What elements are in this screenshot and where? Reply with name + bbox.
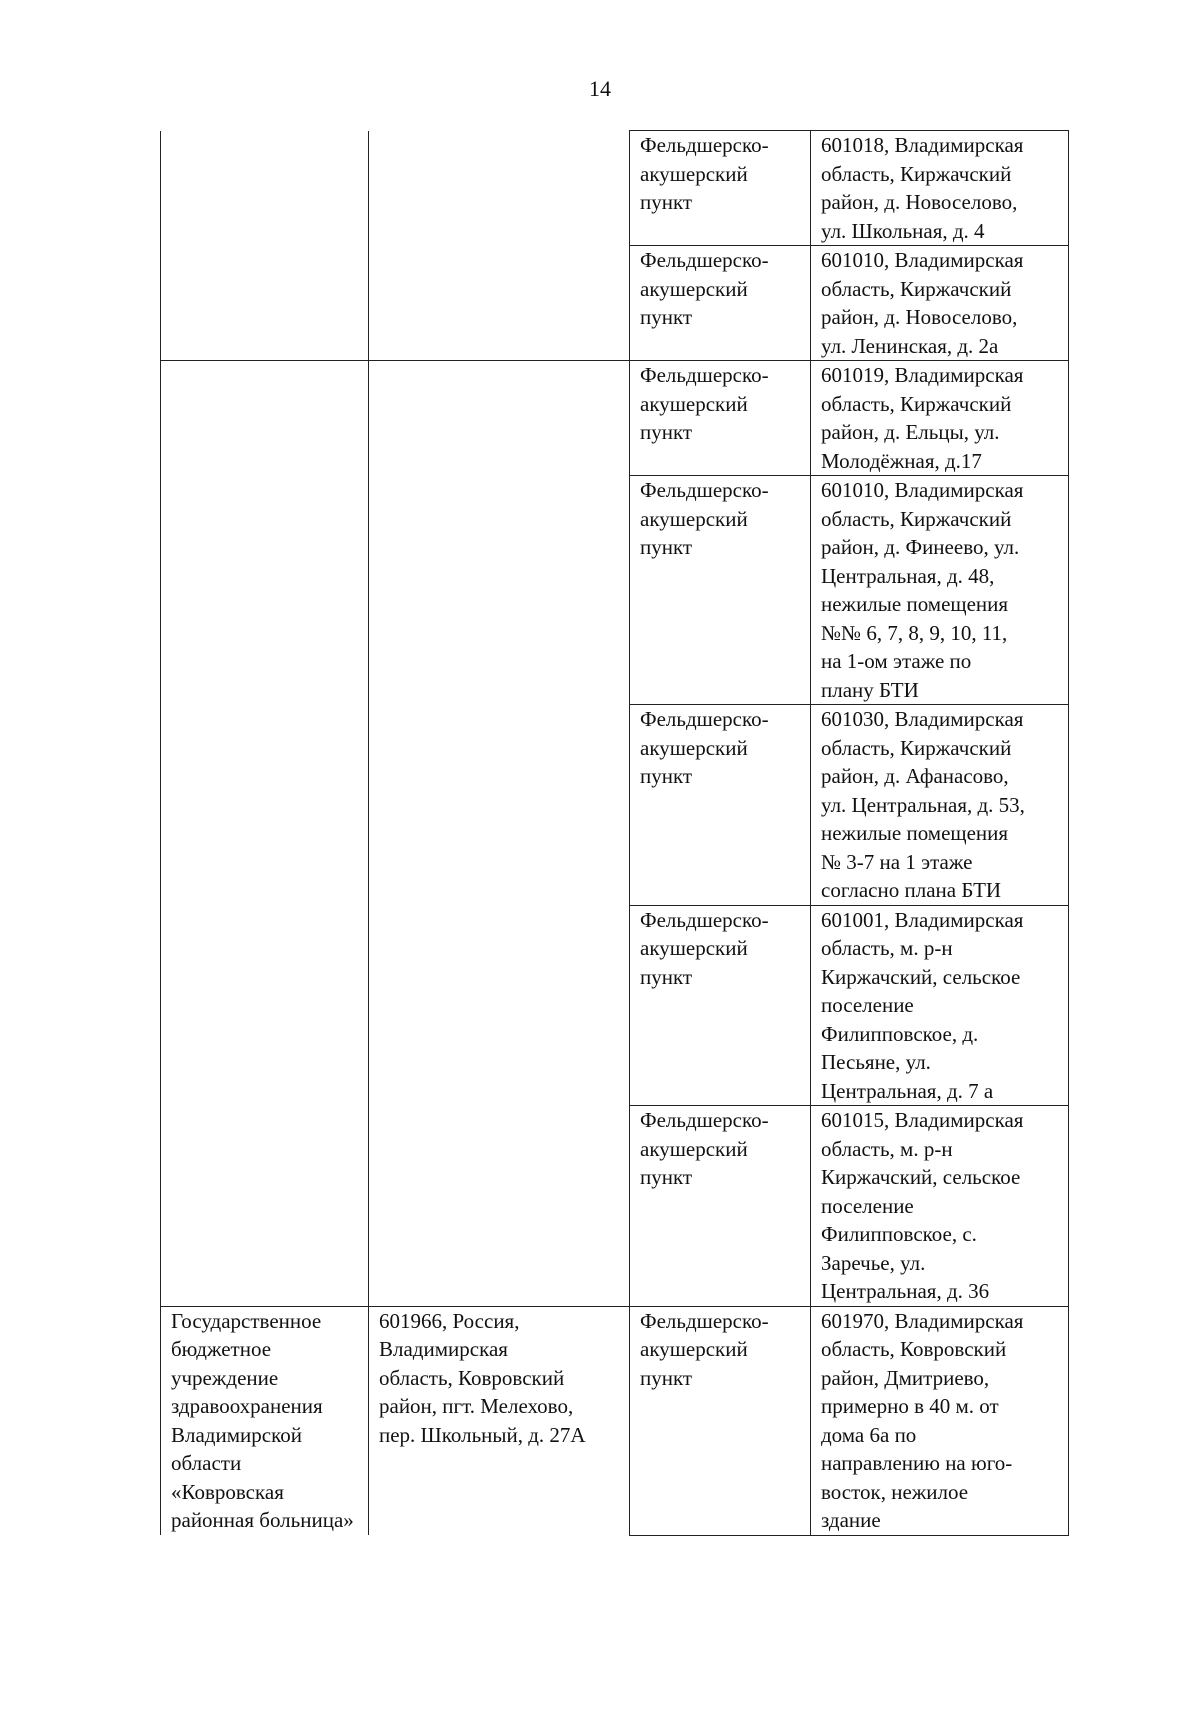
unit-type-cell: Фельдшерско- акушерский пункт <box>630 1106 811 1307</box>
org-name-cell: Государственное бюджетное учреждение здравоохранения Владимирской области «Ковровская районная больница» <box>161 1306 369 1535</box>
unit-type-cell: Фельдшерско- акушерский пункт <box>630 361 811 476</box>
unit-address-cell: 601001, Владимирская область, м. р-н Киржачский, сельское поселение Филипповское, д. Песьяне, ул. Центральная, д. 7 а <box>811 905 1069 1106</box>
org-address-cell <box>369 131 630 361</box>
org-address-cell: 601966, Россия, Владимирская область, Ковровский район, пгт. Мелехово, пер. Школьный, д. 27А <box>369 1306 630 1535</box>
org-name-cell <box>161 361 369 1307</box>
unit-address-cell: 601015, Владимирская область, м. р-н Киржачский, сельское поселение Филипповское, с. Заречье, ул. Центральная, д. 36 <box>811 1106 1069 1307</box>
unit-address-cell: 601010, Владимирская область, Киржачский район, д. Финеево, ул. Центральная, д. 48, нежилые помещения №№ 6, 7, 8, 9, 10, 11, на 1-ом этаже по плану БТИ <box>811 476 1069 705</box>
page-number: 14 <box>589 76 611 101</box>
table-row <box>161 131 1069 246</box>
unit-address-cell: 601010, Владимирская область, Киржачский район, д. Новоселово, ул. Ленинская, д. 2а <box>811 246 1069 361</box>
unit-type-cell: Фельдшерско- акушерский пункт <box>630 476 811 705</box>
unit-type-cell: Фельдшерско- акушерский пункт <box>630 246 811 361</box>
unit-type-cell: Фельдшерско- акушерский пункт <box>630 1306 811 1535</box>
unit-address-cell: 601019, Владимирская область, Киржачский район, д. Ельцы, ул. Молодёжная, д.17 <box>811 361 1069 476</box>
unit-type-cell: Фельдшерско- акушерский пункт <box>630 131 811 246</box>
facility-table <box>160 130 1069 1536</box>
unit-type-cell: Фельдшерско- акушерский пункт <box>630 905 811 1106</box>
table-row <box>161 361 1069 476</box>
unit-address-cell: 601018, Владимирская область, Киржачский район, д. Новоселово, ул. Школьная, д. 4 <box>811 131 1069 246</box>
unit-address-cell: 601030, Владимирская область, Киржачский район, д. Афанасово, ул. Центральная, д. 53, нежилые помещения № 3-7 на 1 этаже согласно плана БТИ <box>811 705 1069 906</box>
table-row <box>161 1306 1069 1535</box>
unit-address-cell: 601970, Владимирская область, Ковровский район, Дмитриево, примерно в 40 м. от дома 6а по направлению на юго- восток, нежилое здание <box>811 1306 1069 1535</box>
org-address-cell <box>369 361 630 1307</box>
unit-type-cell: Фельдшерско- акушерский пункт <box>630 705 811 906</box>
org-name-cell <box>161 131 369 361</box>
